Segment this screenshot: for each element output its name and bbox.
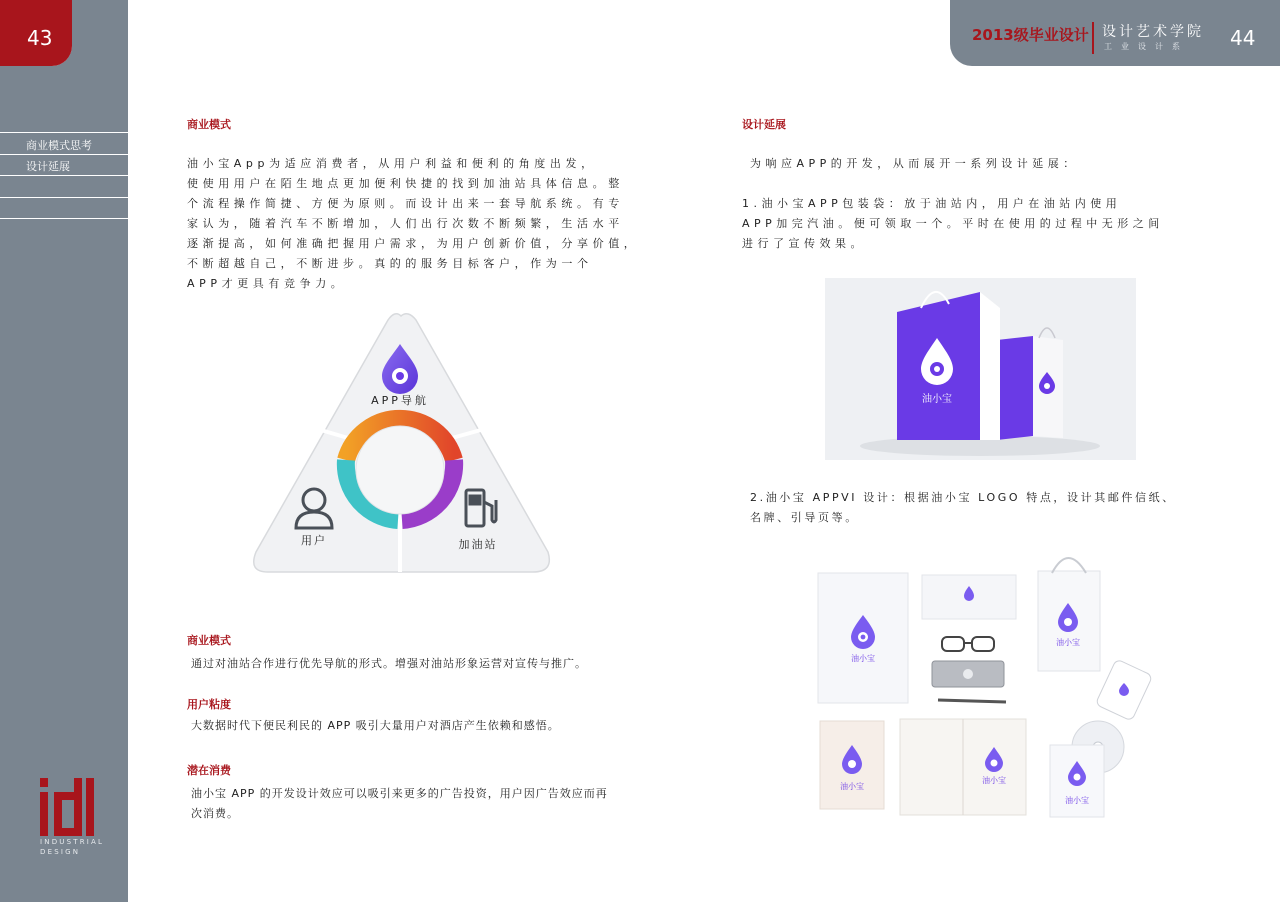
sidebar-divider (0, 132, 128, 133)
sidebar-divider (0, 175, 128, 176)
section-title-business-model: 商业模式 (187, 118, 231, 131)
paragraph-business-model: 通过对油站合作进行优先导航的形式。增强对油站形象运营对宣传与推广。 (191, 657, 587, 670)
paragraph-packaging-bag: 1.油小宝APP包装袋：放于油站内，用户在油站内使用 APP加完汽油。便可领取一个。平时在使用的过程中无形之间 进行了宣传效果。 (742, 197, 1164, 250)
diagram-label-app-nav: APP导航 (371, 394, 429, 407)
page-number-left: 43 (0, 0, 72, 66)
id-logo (40, 778, 96, 836)
paragraph-potential-consumption: 油小宝 APP 的开发设计效应可以吸引来更多的广告投资，用户因广告效应而再 次消费。 (191, 787, 608, 820)
logo-caption-design: DESIGN (40, 848, 81, 856)
paragraph-intro: 油小宝App为适应消费者，从用户利益和便利的角度出发， 使使用用户在陌生地点更加便利快捷的找到加油站具体信息。整 个流程操作简捷、方便为原则。而设计出来一套导航系统。有专 家认为，随着汽车不断增加，人们出行次数不断频繁，生活水平 逐渐提高，如何准确把握用户需求，为用户创新价值，分享价值， 不断超越自己，不断进步。真的的服务目标客户，作为一个 APP才更具有竞争力。 (187, 157, 640, 290)
card-brand: 油小宝 (1065, 796, 1089, 805)
header-dept: 工业设计系 (1104, 42, 1189, 51)
logo-caption-industrial: INDUSTRIAL (40, 838, 105, 846)
header-school: 设计艺术学院 (1102, 24, 1204, 40)
diagram-label-gas-station: 加油站 (458, 538, 498, 551)
letter-paper-brand: 油小宝 (851, 654, 875, 663)
ring-center (356, 426, 444, 514)
diagram-label-user: 用户 (301, 534, 327, 547)
page-number-right: 44 (1230, 26, 1256, 50)
bag-mockup-image (825, 278, 1136, 460)
vi-mockup-image (806, 535, 1166, 835)
section-title-user-stickiness: 用户粘度 (187, 698, 231, 711)
header-title: 2013级毕业设计 (972, 26, 1089, 44)
note-pad-brand: 油小宝 (840, 782, 864, 791)
sidebar-divider (0, 154, 128, 155)
sidebar-item-business-model[interactable]: 商业模式思考 (26, 139, 92, 152)
bag-brand-label: 油小宝 (922, 394, 952, 405)
paragraph-vi-design: 2.油小宝 APPVI 设计：根据油小宝 LOGO 特点，设计其邮件信纸、 名牌、引导页等。 (750, 491, 1176, 524)
section-title-business-model-2: 商业模式 (187, 634, 231, 647)
section-title-design-extension: 设计延展 (742, 118, 786, 131)
shopping-bag-brand: 油小宝 (1056, 638, 1080, 647)
sidebar-divider (0, 197, 128, 198)
section-title-potential-consumption: 潜在消费 (187, 764, 231, 777)
paragraph-extension-intro: 为响应APP的开发，从而展开一系列设计延展： (750, 157, 1079, 170)
header-separator (1092, 22, 1094, 54)
book-brand: 油小宝 (982, 776, 1006, 785)
navigation-diagram (248, 310, 554, 578)
sidebar-item-design-extension[interactable]: 设计延展 (26, 160, 70, 173)
sidebar-divider (0, 218, 128, 219)
paragraph-user-stickiness: 大数据时代下便民利民的 APP 吸引大量用户对酒店产生依赖和感悟。 (191, 719, 560, 732)
left-sidebar (0, 0, 128, 902)
